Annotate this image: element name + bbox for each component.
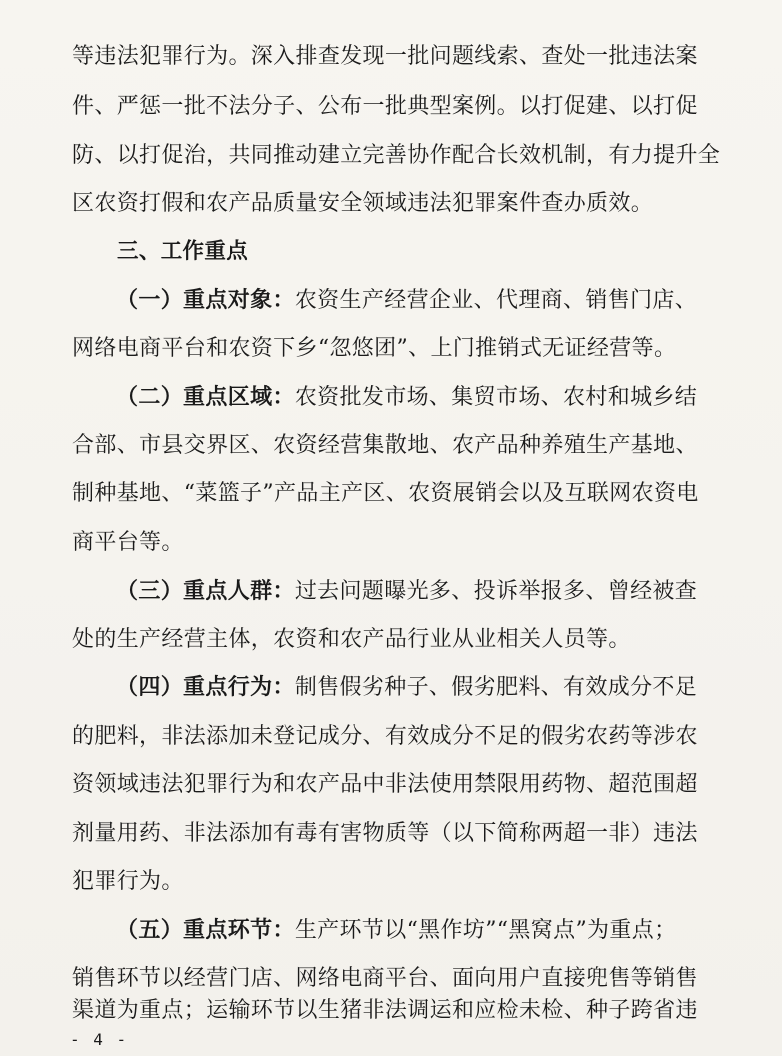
item-label: （一）重点对象： [116, 288, 295, 313]
body-text-line: 等违法犯罪行为。深入排查发现一批问题线索、查处一批违法案 [72, 44, 698, 69]
body-text-line: 渠道为重点；运输环节以生猪非法调运和应检未检、种子跨省违 [72, 998, 698, 1023]
paragraph-first-line [116, 387, 782, 409]
section-heading: 三、工作重点 [117, 239, 249, 264]
paragraph-first-line [116, 581, 782, 603]
item-text: 制售假劣种子、假劣肥料、有效成分不足 [294, 675, 698, 700]
paragraph-first-line [116, 920, 782, 942]
item-text: 生产环节以“黑作坊”“黑窝点”为重点； [294, 918, 677, 943]
page-number: - 4 - [70, 1030, 129, 1049]
paragraph-first-line [116, 677, 782, 699]
body-text-line: 销售环节以经营门店、网络电商平台、面向用户直接兜售等销售 [72, 966, 698, 991]
body-text-line: 件、严惩一批不法分子、公布一批典型案例。以打促建、以打促 [72, 94, 698, 119]
body-text-line: 剂量用药、非法添加有毒有害物质等（以下简称两超一非）违法 [72, 821, 698, 846]
item-label: （三）重点人群： [116, 579, 295, 604]
item-text: 过去问题曝光多、投诉举报多、曾经被查 [294, 579, 698, 604]
body-text-line: 合部、市县交界区、农资经营集散地、农产品种养殖生产基地、 [72, 433, 698, 458]
item-label: （四）重点行为： [116, 675, 295, 700]
paragraph-first-line [116, 290, 782, 312]
item-label: （五）重点环节： [116, 918, 295, 943]
body-text-line: 网络电商平台和农资下乡“忽悠团”、上门推销式无证经营等。 [72, 336, 677, 361]
item-label: （二）重点区域： [116, 385, 295, 410]
item-text: 农资生产经营企业、代理商、销售门店、 [294, 288, 698, 313]
body-text-line: 处的生产经营主体，农资和农产品行业从业相关人员等。 [72, 627, 631, 652]
body-text-line: 商平台等。 [72, 530, 184, 555]
body-text-line: 制种基地、“菜篮子”产品主产区、农资展销会以及互联网农资电 [72, 481, 699, 506]
body-text-line: 犯罪行为。 [72, 869, 184, 894]
body-text-line: 的肥料，非法添加未登记成分、有效成分不足的假劣农药等涉农 [72, 724, 698, 749]
item-text: 农资批发市场、集贸市场、农村和城乡结 [294, 385, 698, 410]
body-text-line: 资领域违法犯罪行为和农产品中非法使用禁限用药物、超范围超 [72, 772, 698, 797]
body-text-line: 防、以打促治，共同推动建立完善协作配合长效机制，有力提升全 [72, 143, 721, 168]
body-text-line: 区农资打假和农产品质量安全领域违法犯罪案件查办质效。 [72, 191, 654, 216]
